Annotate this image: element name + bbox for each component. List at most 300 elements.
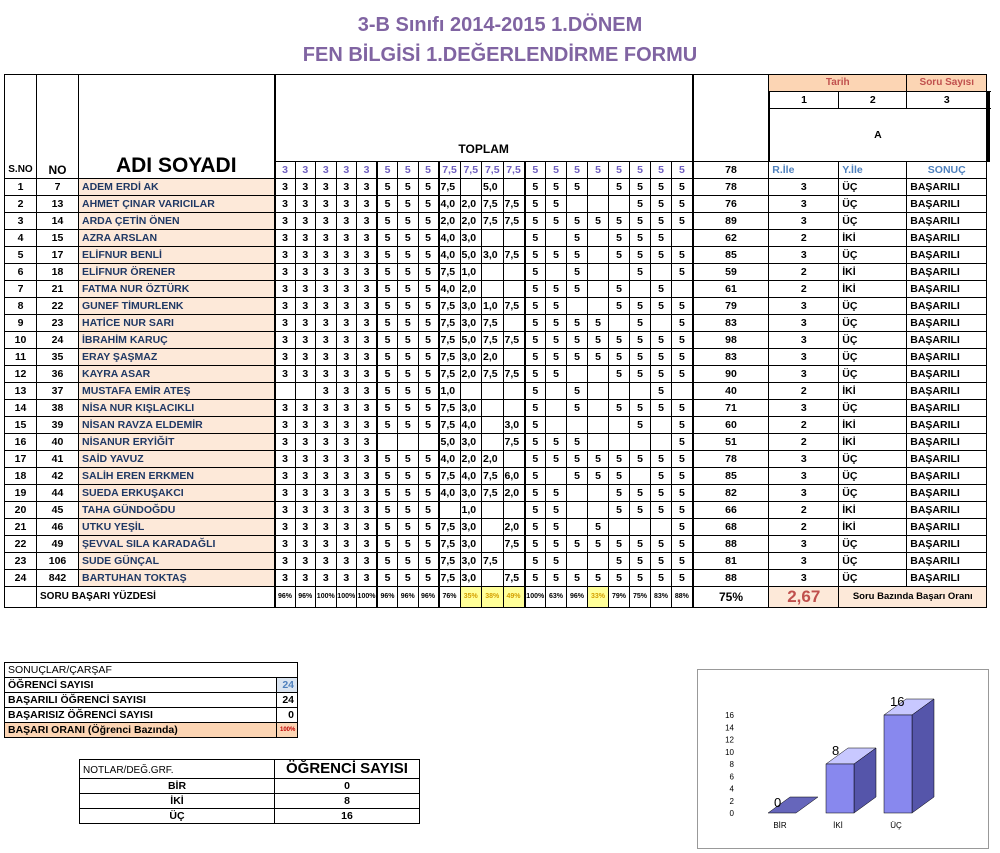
score-cell (482, 281, 504, 298)
score-cell (567, 366, 588, 383)
no-cell: 7 (37, 179, 79, 196)
sno-cell: 8 (5, 298, 37, 315)
score-cell: 3 (295, 264, 316, 281)
not-text-cell: ÜÇ (839, 179, 907, 196)
question-weight: 3 (275, 162, 296, 179)
score-cell (482, 536, 504, 553)
score-cell: 2,0 (439, 213, 461, 230)
sonuc-cell: BAŞARILI (907, 230, 987, 247)
score-cell: 3 (357, 485, 378, 502)
bar-side (912, 699, 934, 813)
sno-cell: 19 (5, 485, 37, 502)
score-cell: 3 (316, 570, 337, 587)
score-cell: 5 (377, 536, 398, 553)
student-row (5, 213, 990, 230)
sonuc-cell: BAŞARILI (907, 417, 987, 434)
score-cell (418, 434, 439, 451)
score-cell: 3 (336, 570, 357, 587)
toplam-cell: 89 (693, 213, 769, 230)
grade-count: 16 (275, 809, 420, 824)
score-cell: 3 (357, 383, 378, 400)
score-cell: 3 (295, 451, 316, 468)
sonuc-cell: BAŞARILI (907, 570, 987, 587)
question-percent: 75% (630, 587, 651, 608)
score-cell: 3 (295, 468, 316, 485)
score-cell: 7,5 (439, 315, 461, 332)
score-cell: 5 (398, 400, 419, 417)
score-cell (609, 315, 630, 332)
bar-value-label: 0 (774, 795, 781, 810)
student-row (5, 196, 990, 213)
score-cell: 5 (525, 434, 546, 451)
score-cell: 3 (336, 230, 357, 247)
summary-value: 24 (277, 693, 298, 708)
sno-cell: 20 (5, 502, 37, 519)
score-cell (609, 383, 630, 400)
score-cell: 5 (609, 213, 630, 230)
score-cell: 5 (567, 281, 588, 298)
not-text-cell: İKİ (839, 434, 907, 451)
score-cell: 3 (336, 536, 357, 553)
question-percent: 96% (295, 587, 316, 608)
grade-count: 8 (275, 794, 420, 809)
score-cell: 3 (336, 468, 357, 485)
score-cell: 3 (295, 298, 316, 315)
question-weight: 5 (525, 162, 546, 179)
summary-title: SONUÇLAR/ÇARŞAF (5, 663, 298, 678)
score-cell: 5 (398, 468, 419, 485)
summary-row (5, 708, 298, 723)
score-cell: 3 (295, 366, 316, 383)
y-ile-header: Y.İle (839, 162, 907, 179)
score-cell: 5 (651, 400, 672, 417)
score-cell: 5 (525, 451, 546, 468)
sonuc-cell: BAŞARILI (907, 468, 987, 485)
score-cell: 3 (336, 179, 357, 196)
score-cell: 5 (525, 230, 546, 247)
score-cell: 3,0 (482, 247, 504, 264)
student-name: SUEDA ERKUŞAKCI (79, 485, 275, 502)
sno-header: S.NO (5, 75, 37, 179)
sno-cell: 11 (5, 349, 37, 366)
question-percent: 33% (588, 587, 609, 608)
not-cell: 3 (769, 468, 839, 485)
no-cell: 42 (37, 468, 79, 485)
score-cell: 5 (546, 196, 567, 213)
bar-value-label: 8 (832, 743, 839, 758)
score-cell (567, 553, 588, 570)
question-percent: 88% (672, 587, 693, 608)
not-text-cell: ÜÇ (839, 553, 907, 570)
score-cell: 5 (377, 247, 398, 264)
question-percent: 96% (398, 587, 419, 608)
score-cell: 5 (546, 315, 567, 332)
not-cell: 3 (769, 196, 839, 213)
no-cell: 49 (37, 536, 79, 553)
name-header: ADI SOYADI (79, 75, 275, 179)
no-cell: 14 (37, 213, 79, 230)
question-weight: 5 (651, 162, 672, 179)
question-number: 2 (839, 92, 907, 109)
no-cell: 46 (37, 519, 79, 536)
score-cell: 3 (336, 264, 357, 281)
score-cell: 7,5 (482, 332, 504, 349)
score-cell: 5 (418, 196, 439, 213)
score-cell: 3 (295, 417, 316, 434)
score-cell: 5 (418, 298, 439, 315)
score-cell: 5 (609, 332, 630, 349)
score-cell: 3 (336, 281, 357, 298)
score-cell: 3 (357, 349, 378, 366)
score-cell: 4,0 (439, 230, 461, 247)
sno-cell: 18 (5, 468, 37, 485)
score-cell: 3 (275, 553, 296, 570)
score-cell: 4,0 (460, 417, 482, 434)
score-cell: 5 (525, 213, 546, 230)
score-cell: 4,0 (439, 281, 461, 298)
question-percent: 35% (460, 587, 482, 608)
no-header: NO (37, 75, 79, 179)
score-cell: 5 (525, 468, 546, 485)
score-cell: 5 (418, 451, 439, 468)
student-row (5, 536, 990, 553)
toplam-cell: 60 (693, 417, 769, 434)
score-cell: 5 (651, 553, 672, 570)
question-number: 1 (769, 92, 839, 109)
grade-row (80, 809, 420, 824)
student-row (5, 519, 990, 536)
not-text-cell: İKİ (839, 383, 907, 400)
sno-cell: 7 (5, 281, 37, 298)
score-cell: 5 (377, 553, 398, 570)
summary-value: 0 (277, 708, 298, 723)
student-row (5, 553, 990, 570)
score-cell: 5 (398, 519, 419, 536)
score-cell: 3 (316, 417, 337, 434)
score-cell: 5 (651, 383, 672, 400)
student-name: ŞEVVAL SILA KARADAĞLI (79, 536, 275, 553)
score-cell: 7,5 (482, 315, 504, 332)
grade-count: 0 (275, 779, 420, 794)
score-cell: 5 (672, 315, 693, 332)
score-cell: 5 (398, 332, 419, 349)
score-cell: 3 (357, 502, 378, 519)
y-tick-label: 2 (730, 797, 735, 806)
toplam-percent: 75% (693, 587, 769, 608)
score-cell: 7,5 (439, 519, 461, 536)
score-cell: 3 (295, 281, 316, 298)
not-cell: 3 (769, 315, 839, 332)
score-cell: 5 (672, 468, 693, 485)
question-percent: 49% (503, 587, 525, 608)
score-cell: 5 (567, 349, 588, 366)
score-cell (503, 315, 525, 332)
score-cell: 5 (418, 519, 439, 536)
score-cell: 5 (546, 570, 567, 587)
score-cell: 5 (546, 332, 567, 349)
score-cell: 5 (567, 451, 588, 468)
score-cell: 7,5 (439, 553, 461, 570)
score-cell: 3 (357, 281, 378, 298)
score-cell: 3 (316, 264, 337, 281)
score-cell: 5 (567, 468, 588, 485)
score-cell: 3 (336, 383, 357, 400)
score-cell: 3 (275, 451, 296, 468)
score-cell (295, 383, 316, 400)
student-row (5, 332, 990, 349)
tarih-label: Tarih (769, 75, 907, 92)
sonuc-cell: BAŞARILI (907, 366, 987, 383)
sno-cell: 1 (5, 179, 37, 196)
score-cell: 5 (609, 485, 630, 502)
score-cell (630, 383, 651, 400)
score-cell: 4,0 (460, 468, 482, 485)
question-weight: 5 (418, 162, 439, 179)
no-cell: 23 (37, 315, 79, 332)
score-cell: 3 (336, 553, 357, 570)
score-cell: 5 (525, 383, 546, 400)
student-name: HATİCE NUR SARI (79, 315, 275, 332)
score-cell (588, 383, 609, 400)
score-cell: 5 (567, 400, 588, 417)
score-cell: 2,0 (460, 451, 482, 468)
toplam-header-top (693, 75, 769, 162)
score-cell (672, 383, 693, 400)
student-name: ARDA ÇETİN ÖNEN (79, 213, 275, 230)
score-cell: 5 (609, 298, 630, 315)
score-cell: 7,5 (503, 332, 525, 349)
score-cell: 3 (316, 502, 337, 519)
score-cell: 3 (357, 570, 378, 587)
score-cell: 3 (357, 213, 378, 230)
score-cell: 3 (295, 519, 316, 536)
toplam-cell: 61 (693, 281, 769, 298)
score-cell: 3 (295, 485, 316, 502)
score-cell (275, 383, 296, 400)
grade-bar-chart (697, 669, 989, 849)
score-cell: 5 (651, 298, 672, 315)
score-cell: 5 (418, 179, 439, 196)
summary-label: BAŞARILI ÖĞRENCİ SAYISI (5, 693, 277, 708)
student-row (5, 349, 990, 366)
question-percent: 100% (357, 587, 378, 608)
score-cell: 5 (651, 247, 672, 264)
question-weight: 5 (398, 162, 419, 179)
y-tick-label: 12 (725, 736, 734, 745)
sno-cell: 24 (5, 570, 37, 587)
score-cell: 5 (609, 281, 630, 298)
question-percent: 96% (275, 587, 296, 608)
not-cell: 3 (769, 213, 839, 230)
not-text-cell: ÜÇ (839, 468, 907, 485)
summary-row (5, 723, 298, 738)
score-cell (439, 502, 461, 519)
score-cell: 5 (377, 519, 398, 536)
footer-label: SORU BAŞARI YÜZDESİ (37, 587, 275, 608)
score-cell: 5 (651, 213, 672, 230)
summary-value: 24 (277, 678, 298, 693)
score-cell: 1,0 (460, 502, 482, 519)
score-cell: 5 (546, 536, 567, 553)
score-cell: 5 (588, 536, 609, 553)
score-cell: 5 (588, 451, 609, 468)
x-tick-label: BİR (773, 821, 787, 830)
score-cell: 3 (357, 179, 378, 196)
score-cell: 3 (295, 247, 316, 264)
toplam-cell: 88 (693, 536, 769, 553)
score-cell: 3 (316, 213, 337, 230)
student-row (5, 383, 990, 400)
score-cell: 5 (525, 417, 546, 434)
score-cell: 5 (418, 281, 439, 298)
x-tick-label: ÜÇ (890, 821, 902, 830)
sonuc-cell: BAŞARILI (907, 179, 987, 196)
toplam-cell: 90 (693, 366, 769, 383)
not-text-cell: ÜÇ (839, 570, 907, 587)
summary-row (5, 693, 298, 708)
score-cell: 5 (377, 366, 398, 383)
score-cell: 5 (630, 451, 651, 468)
score-cell (588, 400, 609, 417)
y-tick-label: 8 (730, 760, 735, 769)
student-name: KAYRA ASAR (79, 366, 275, 383)
not-text-cell: ÜÇ (839, 536, 907, 553)
question-percent: 96% (418, 587, 439, 608)
not-text-cell: ÜÇ (839, 298, 907, 315)
score-cell: 5 (398, 366, 419, 383)
score-cell: 5 (377, 230, 398, 247)
score-cell: 3 (316, 196, 337, 213)
score-cell (567, 196, 588, 213)
score-cell: 5 (630, 230, 651, 247)
score-cell: 4,0 (439, 247, 461, 264)
score-cell: 7,5 (439, 417, 461, 434)
soru-sayisi-label: Soru Sayısı (907, 75, 987, 92)
score-cell: 5 (651, 332, 672, 349)
score-cell: 5 (672, 451, 693, 468)
page-title: 3-B Sınıfı 2014-2015 1.DÖNEM (0, 14, 1000, 37)
no-cell: 13 (37, 196, 79, 213)
student-row (5, 417, 990, 434)
score-cell: 2,0 (503, 519, 525, 536)
score-cell: 2,0 (460, 366, 482, 383)
sonuc-cell: BAŞARILI (907, 519, 987, 536)
r-ile-header: R.İle (769, 162, 839, 179)
sno-cell: 4 (5, 230, 37, 247)
sonuc-cell: BAŞARILI (907, 213, 987, 230)
score-cell: 5 (609, 536, 630, 553)
score-cell: 5 (377, 264, 398, 281)
score-cell: 5 (672, 485, 693, 502)
sonuc-header: SONUÇ (907, 162, 987, 179)
score-cell: 5 (609, 230, 630, 247)
toplam-cell: 76 (693, 196, 769, 213)
score-cell: 3 (275, 247, 296, 264)
score-cell: 5 (672, 332, 693, 349)
score-cell: 5 (651, 570, 672, 587)
student-name: FATMA NUR ÖZTÜRK (79, 281, 275, 298)
toplam-header: TOPLAM (275, 75, 693, 162)
student-name: GUNEF TİMURLENK (79, 298, 275, 315)
score-cell: 3 (316, 485, 337, 502)
score-cell: 5 (525, 366, 546, 383)
score-cell: 3 (336, 196, 357, 213)
score-cell: 3 (295, 570, 316, 587)
no-cell: 38 (37, 400, 79, 417)
score-cell (482, 502, 504, 519)
toplam-cell: 82 (693, 485, 769, 502)
score-cell: 3 (316, 349, 337, 366)
score-cell: 5 (418, 400, 439, 417)
score-cell: 7,5 (503, 298, 525, 315)
score-cell: 3 (336, 485, 357, 502)
score-cell (460, 383, 482, 400)
score-cell: 5,0 (439, 434, 461, 451)
question-weight: 5 (672, 162, 693, 179)
no-cell: 41 (37, 451, 79, 468)
score-cell: 1,0 (439, 383, 461, 400)
score-cell (482, 230, 504, 247)
score-cell (588, 281, 609, 298)
not-text-cell: İKİ (839, 502, 907, 519)
sno-cell: 12 (5, 366, 37, 383)
score-cell: 3 (316, 230, 337, 247)
score-cell: 5 (546, 213, 567, 230)
score-cell (377, 434, 398, 451)
score-cell (588, 247, 609, 264)
student-row (5, 468, 990, 485)
score-cell: 7,5 (439, 536, 461, 553)
score-cell: 5 (546, 281, 567, 298)
toplam-cell: 71 (693, 400, 769, 417)
score-cell: 5 (418, 553, 439, 570)
score-cell: 7,5 (482, 196, 504, 213)
score-cell: 5 (398, 570, 419, 587)
not-cell: 2 (769, 502, 839, 519)
score-cell: 3,0 (460, 570, 482, 587)
score-cell: 3 (357, 434, 378, 451)
score-cell: 5 (418, 536, 439, 553)
score-cell: 5 (525, 485, 546, 502)
not-cell: 2 (769, 281, 839, 298)
score-cell: 3 (336, 417, 357, 434)
y-tick-label: 16 (725, 711, 734, 720)
score-cell: 3,0 (460, 485, 482, 502)
student-row (5, 400, 990, 417)
score-cell: 5 (525, 281, 546, 298)
sno-cell: 13 (5, 383, 37, 400)
question-weight: 7,5 (482, 162, 504, 179)
question-weight: 3 (295, 162, 316, 179)
score-cell: 5 (672, 570, 693, 587)
student-name: MUSTAFA EMİR ATEŞ (79, 383, 275, 400)
group-a: A (769, 109, 987, 162)
score-cell: 5 (630, 417, 651, 434)
score-cell: 3 (316, 400, 337, 417)
score-cell: 5 (567, 570, 588, 587)
score-cell: 4,0 (439, 485, 461, 502)
question-weight: 5 (567, 162, 588, 179)
score-cell: 3 (275, 298, 296, 315)
score-cell (588, 417, 609, 434)
student-name: AZRA ARSLAN (79, 230, 275, 247)
score-cell: 3 (336, 451, 357, 468)
score-cell: 3 (336, 349, 357, 366)
score-cell (546, 417, 567, 434)
question-percent: 79% (609, 587, 630, 608)
not-cell: 2 (769, 519, 839, 536)
sonuc-cell: BAŞARILI (907, 315, 987, 332)
